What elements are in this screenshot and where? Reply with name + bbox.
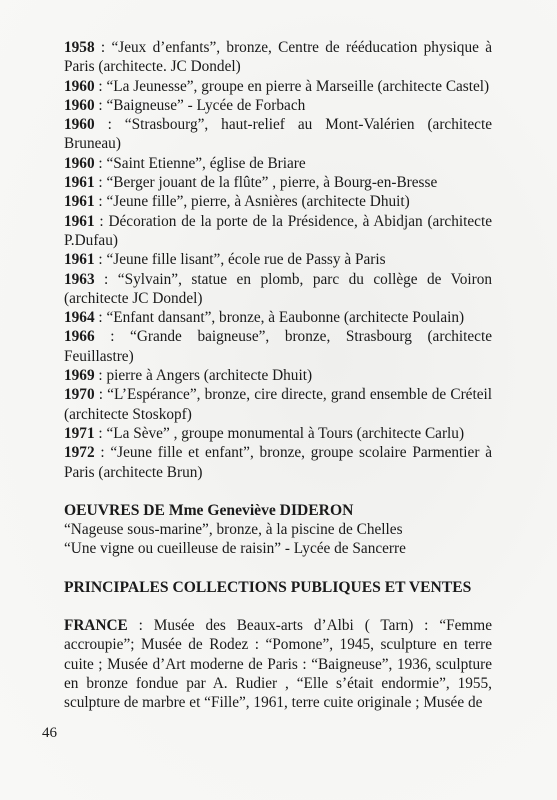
work-entry — [64, 424, 492, 443]
work-entry — [64, 308, 492, 327]
work-year: 1960 — [64, 96, 95, 114]
work-year: 1963 — [64, 270, 95, 288]
spacer — [64, 559, 492, 578]
work-description: : Décoration de la porte de la Présidence, à Abidjan (architecte P.Dufau) — [64, 212, 492, 249]
work-entry — [64, 38, 492, 77]
work-entry — [64, 192, 492, 211]
work-description: : “Jeune fille”, pierre, à Asnières (architecte Dhuit) — [94, 193, 410, 211]
work-description: : pierre à Angers (architecte Dhuit) — [94, 367, 313, 385]
work-year: 1961 — [64, 212, 95, 230]
work-entry — [64, 366, 492, 385]
work-year: 1966 — [64, 328, 95, 346]
work-entry — [64, 173, 492, 192]
collections-paragraph — [64, 616, 492, 712]
work-description: : “Baigneuse” - Lycée de Forbach — [94, 96, 306, 114]
work-description: : “Saint Etienne”, église de Briare — [94, 154, 306, 172]
work-entry — [64, 250, 492, 269]
work-entry — [64, 270, 492, 309]
work-year: 1971 — [64, 424, 95, 442]
work-description: : “Jeux d’enfants”, bronze, Centre de rééducation physique à Paris (architecte. JC Dondel) — [64, 39, 492, 76]
work-entry — [64, 443, 492, 482]
work-description: : “Strasbourg”, haut-relief au Mont-Valérien (architecte Bruneau) — [64, 116, 492, 153]
work-entry — [64, 212, 492, 251]
works-list — [64, 38, 492, 482]
work-description: : “Berger jouant de la flûte” , pierre, à Bourg-en-Bresse — [94, 174, 438, 192]
work-description: : “La Jeunesse”, groupe en pierre à Marseille (architecte Castel) — [94, 77, 490, 95]
work-entry — [64, 385, 492, 424]
work-description: : “Enfant dansant”, bronze, à Eaubonne (architecte Poulain) — [94, 309, 465, 327]
work-entry — [64, 96, 492, 115]
dideron-work-line: “Nageuse sous-marine”, bronze, à la piscine de Chelles — [64, 521, 403, 539]
work-year: 1960 — [64, 154, 95, 172]
work-entry — [64, 77, 492, 96]
collections-section-title: PRINCIPALES COLLECTIONS PUBLIQUES ET VENTES — [64, 578, 472, 596]
page-content — [64, 38, 492, 713]
work-entry — [64, 115, 492, 154]
work-year: 1969 — [64, 367, 95, 385]
spacer — [64, 482, 492, 501]
work-year: 1961 — [64, 193, 95, 211]
collections-text: : Musée des Beaux-arts d’Albi ( Tarn) : “Femme accroupie”; Musée de Rodez : “Pomone”, 1945, sculpture en terre cuite ; Musée d’Art moderne de Paris : “Baigneuse”, 1936, sculpture en bronze fondue par A. Rudier , “Elle s’était endormie”, 1955, sculpture de marbre et “Fille”, 1961, terre cuite originale ; Musée de — [64, 617, 492, 712]
work-entry — [64, 154, 492, 173]
work-description: : “Jeune fille lisant”, école rue de Passy à Paris — [94, 251, 386, 269]
work-description: : “La Sève” , groupe monumental à Tours (architecte Carlu) — [94, 424, 465, 442]
spacer — [64, 597, 492, 616]
work-year: 1970 — [64, 386, 95, 404]
work-year: 1964 — [64, 309, 95, 327]
work-description: : “Grande baigneuse”, bronze, Strasbourg (architecte Feuillastre) — [64, 328, 492, 365]
dideron-section-title: OEUVRES DE Mme Geneviève DIDERON — [64, 501, 354, 519]
work-year: 1972 — [64, 444, 95, 462]
work-year: 1961 — [64, 174, 95, 192]
work-year: 1958 — [64, 39, 95, 56]
dideron-work-line: “Une vigne ou cueilleuse de raisin” - Lycée de Sancerre — [64, 540, 406, 558]
work-description: : “L’Espérance”, bronze, cire directe, grand ensemble de Créteil (architecte Stoskopf) — [64, 386, 492, 423]
work-year: 1960 — [64, 77, 95, 95]
work-entry — [64, 327, 492, 366]
work-description: : “Sylvain”, statue en plomb, parc du collège de Voiron (architecte JC Dondel) — [64, 270, 492, 307]
page-number: 46 — [42, 725, 57, 741]
work-description: : “Jeune fille et enfant”, bronze, groupe scolaire Parmentier à Paris (architecte Brun) — [64, 444, 492, 481]
work-year: 1961 — [64, 251, 95, 269]
collections-country: FRANCE — [64, 617, 128, 635]
work-year: 1960 — [64, 116, 95, 134]
